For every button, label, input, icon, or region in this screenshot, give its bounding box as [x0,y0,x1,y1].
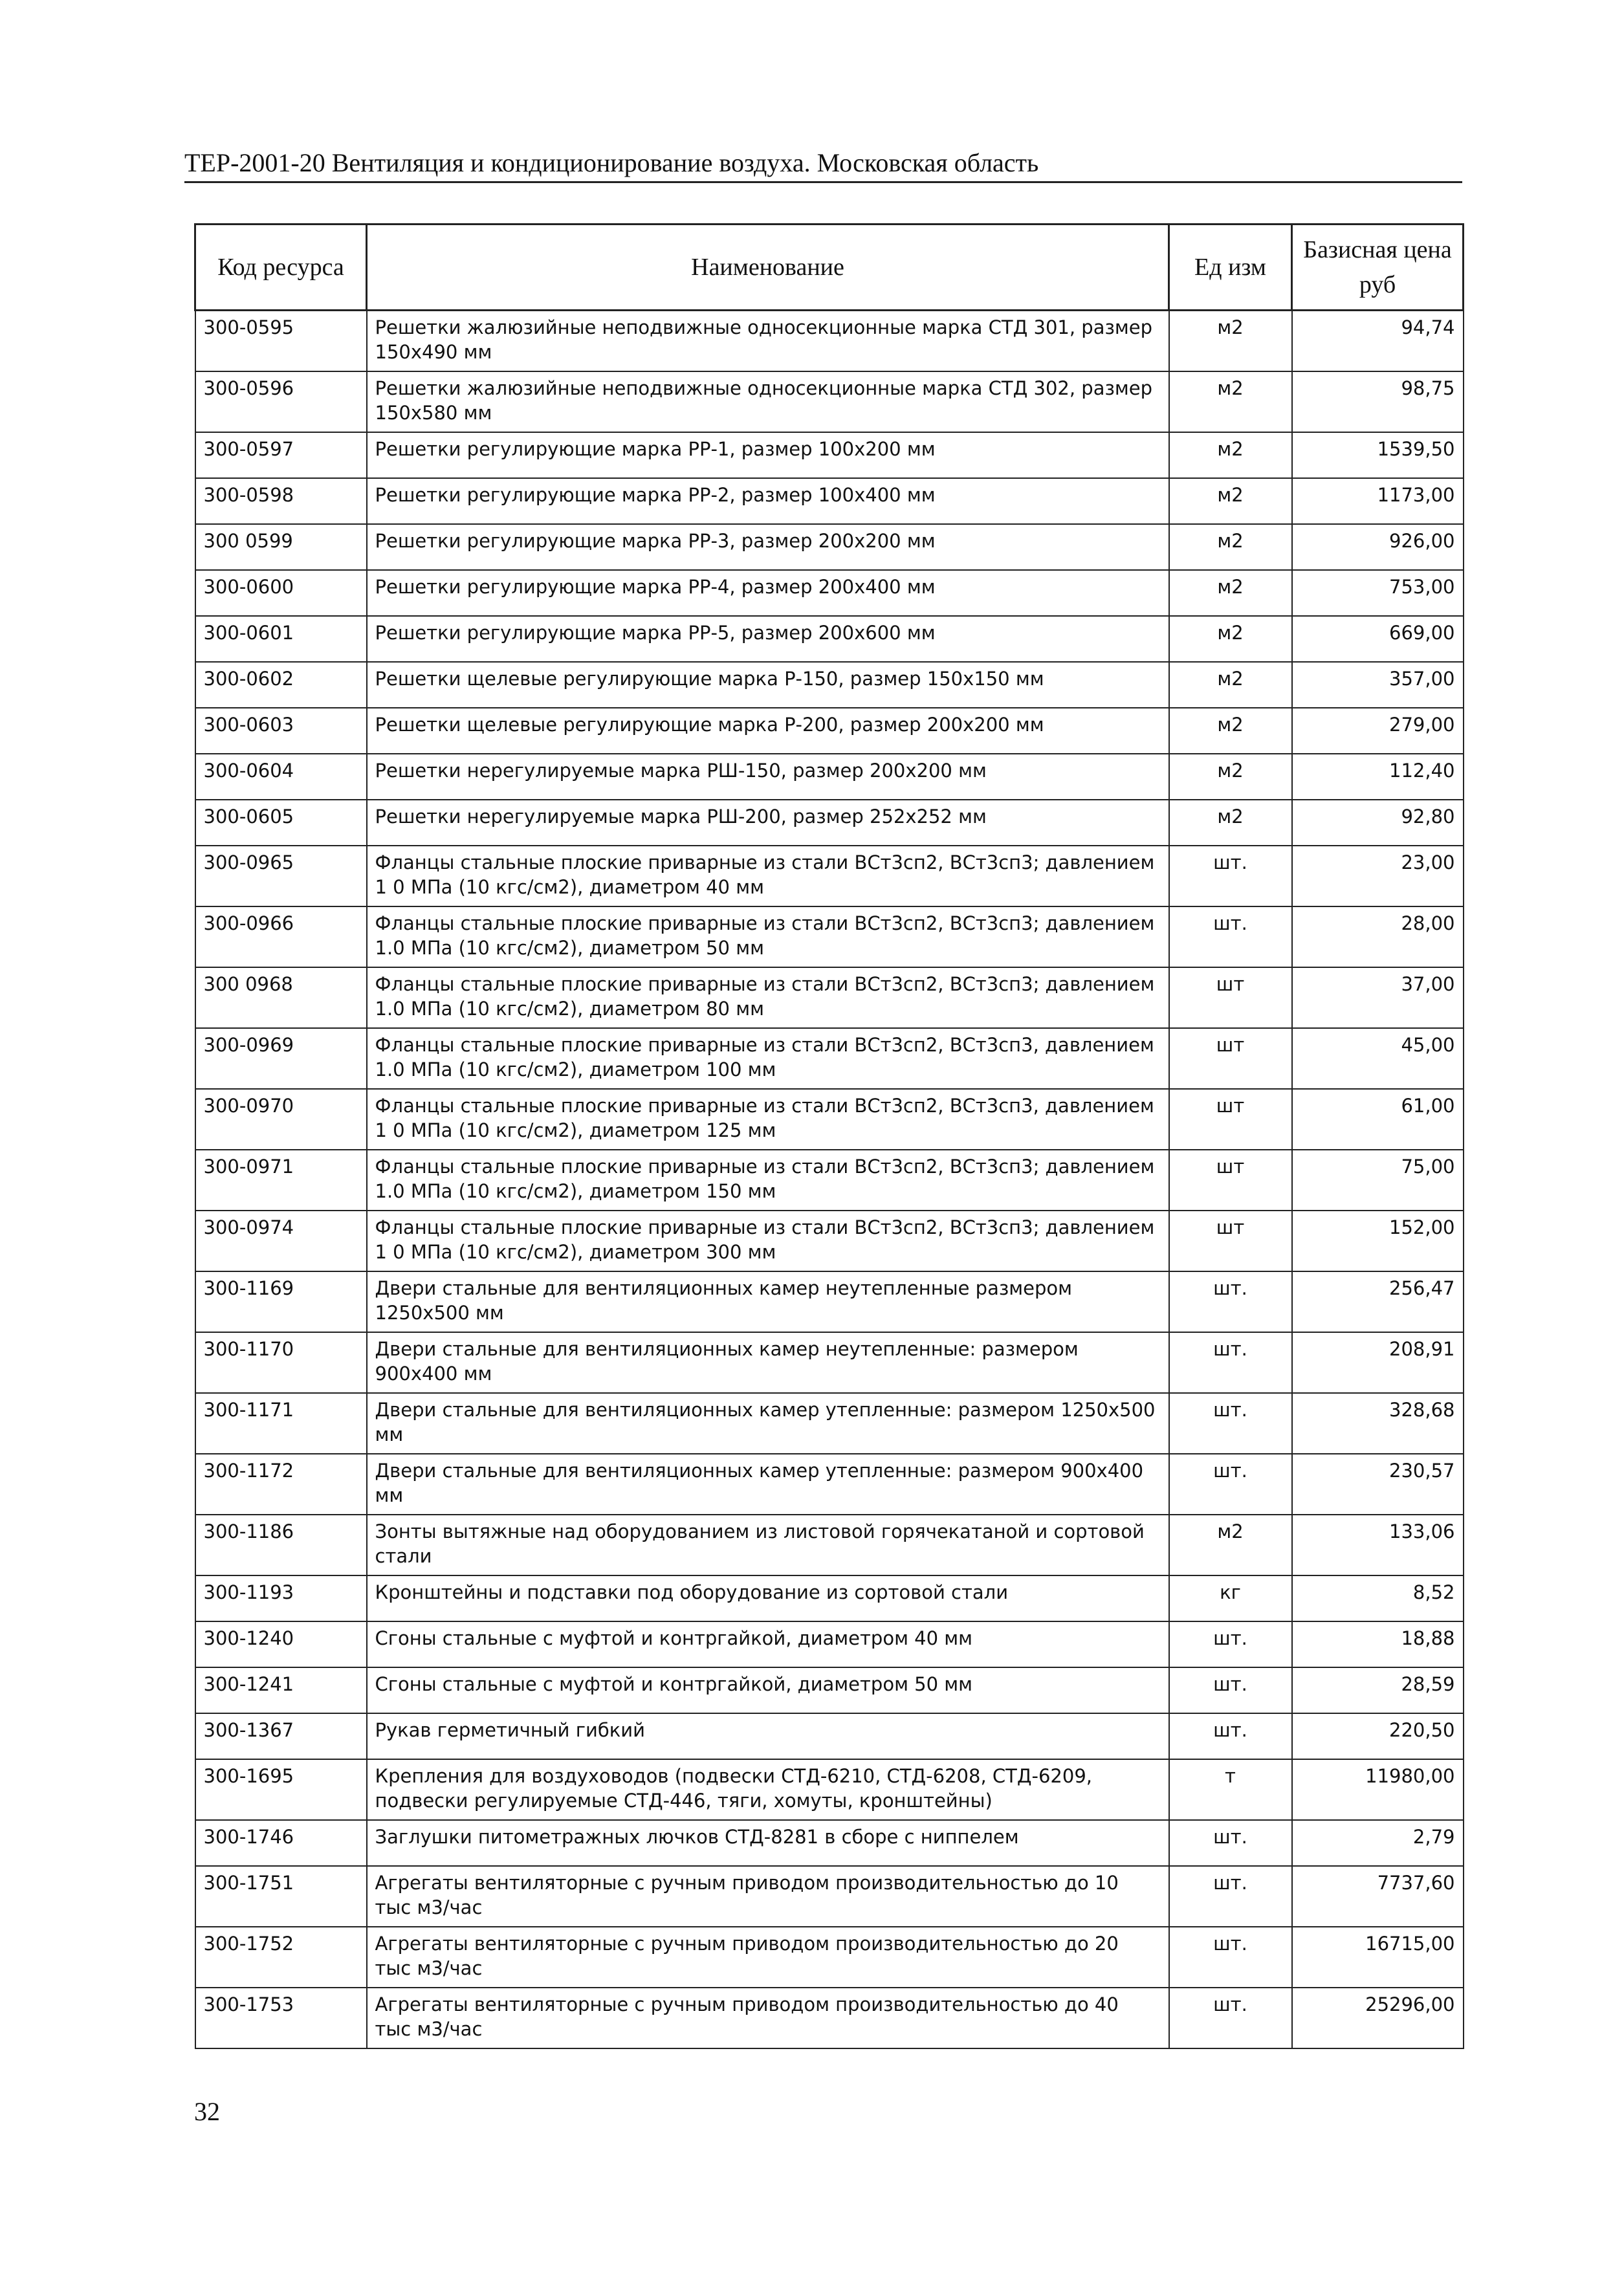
cell-unit: шт. [1169,1332,1292,1393]
cell-price: 7737,60 [1292,1866,1464,1927]
table-row [195,1028,1464,1089]
cell-price: 133,06 [1292,1515,1464,1575]
cell-price: 279,00 [1292,708,1464,754]
cell-code: 300-0971 [195,1150,367,1211]
cell-price: 61,00 [1292,1089,1464,1150]
cell-price: 94,74 [1292,311,1464,372]
cell-code: 300-1171 [195,1393,367,1454]
cell-name: Заглушки питометражных лючков СТД-8281 в сборе с ниппелем [367,1820,1169,1866]
cell-price: 16715,00 [1292,1927,1464,1988]
cell-unit: м2 [1169,754,1292,800]
cell-unit: шт. [1169,1271,1292,1332]
cell-unit: м2 [1169,371,1292,432]
cell-code: 300-1193 [195,1575,367,1621]
table-row [195,1866,1464,1927]
table-row [195,1713,1464,1759]
cell-name: Решетки щелевые регулирующие марка Р-150, размер 150x150 мм [367,662,1169,708]
column-header-name: Наименование [367,225,1169,311]
cell-unit: м2 [1169,524,1292,570]
cell-unit: шт. [1169,1454,1292,1515]
table-row [195,708,1464,754]
cell-price: 357,00 [1292,662,1464,708]
cell-name: Агрегаты вентиляторные с ручным приводом производительностью до 20 тыс м3/час [367,1927,1169,1988]
cell-code: 300-0605 [195,800,367,846]
cell-name: Сгоны стальные с муфтой и контргайкой, диаметром 40 мм [367,1621,1169,1667]
page-number: 32 [194,2097,220,2126]
cell-unit: шт [1169,1211,1292,1271]
cell-code: 300-0595 [195,311,367,372]
cell-code: 300-1746 [195,1820,367,1866]
header-divider [184,181,1462,183]
column-header-unit: Ед изм [1169,225,1292,311]
cell-name: Решетки нерегулируемые марка РШ-200, размер 252x252 мм [367,800,1169,846]
cell-unit: м2 [1169,311,1292,372]
cell-unit: м2 [1169,616,1292,662]
cell-code: 300-0601 [195,616,367,662]
cell-name: Решетки щелевые регулирующие марка Р-200, размер 200x200 мм [367,708,1169,754]
table-row [195,1211,1464,1271]
cell-name: Решетки регулирующие марка РР-3, размер 200x200 мм [367,524,1169,570]
cell-price: 753,00 [1292,570,1464,616]
cell-name: Крепления для воздуховодов (подвески СТД-6210, СТД-6208, СТД-6209, подвески регулируемые СТД-446, тяги, хомуты, кронштейны) [367,1759,1169,1820]
cell-unit: шт [1169,1150,1292,1211]
cell-name: Фланцы стальные плоские приварные из стали ВСт3сп2, ВСт3сп3; давлением 1.0 МПа (10 кгс/см2), диаметром 80 мм [367,967,1169,1028]
cell-code: 300-1240 [195,1621,367,1667]
table-row [195,1089,1464,1150]
cell-unit: кг [1169,1575,1292,1621]
cell-price: 45,00 [1292,1028,1464,1089]
cell-unit: шт. [1169,1667,1292,1713]
cell-name: Двери стальные для вентиляционных камер утепленные: размером 900x400 мм [367,1454,1169,1515]
cell-code: 300-1186 [195,1515,367,1575]
cell-unit: м2 [1169,708,1292,754]
cell-unit: шт [1169,1089,1292,1150]
table-row [195,616,1464,662]
cell-name: Решетки регулирующие марка РР-4, размер 200x400 мм [367,570,1169,616]
cell-code: 300-0600 [195,570,367,616]
cell-price: 926,00 [1292,524,1464,570]
cell-name: Решетки жалюзийные неподвижные односекционные марка СТД 302, размер 150x580 мм [367,371,1169,432]
cell-code: 300 0968 [195,967,367,1028]
cell-code: 300-1752 [195,1927,367,1988]
table-row [195,1988,1464,2048]
table-row [195,524,1464,570]
cell-unit: шт. [1169,846,1292,906]
column-header-price-line1: Базисная цена [1303,236,1452,263]
cell-name: Сгоны стальные с муфтой и контргайкой, диаметром 50 мм [367,1667,1169,1713]
table-row [195,662,1464,708]
cell-price: 152,00 [1292,1211,1464,1271]
cell-price: 328,68 [1292,1393,1464,1454]
cell-code: 300-0970 [195,1089,367,1150]
cell-name: Фланцы стальные плоские приварные из стали ВСт3сп2, ВСт3сп3; давлением 1.0 МПа (10 кгс/см2), диаметром 50 мм [367,906,1169,967]
table-row [195,846,1464,906]
cell-code: 300-0966 [195,906,367,967]
cell-price: 11980,00 [1292,1759,1464,1820]
cell-code: 300-0603 [195,708,367,754]
cell-price: 1539,50 [1292,432,1464,478]
table-row [195,1515,1464,1575]
cell-name: Решетки регулирующие марка РР-2, размер 100x400 мм [367,478,1169,524]
cell-code: 300-1172 [195,1454,367,1515]
cell-price: 208,91 [1292,1332,1464,1393]
cell-code: 300-1367 [195,1713,367,1759]
cell-name: Агрегаты вентиляторные с ручным приводом производительностью до 40 тыс м3/час [367,1988,1169,2048]
cell-code: 300-0596 [195,371,367,432]
cell-price: 1173,00 [1292,478,1464,524]
cell-unit: шт. [1169,1988,1292,2048]
cell-price: 8,52 [1292,1575,1464,1621]
cell-unit: шт [1169,1028,1292,1089]
table-row [195,432,1464,478]
cell-code: 300-0598 [195,478,367,524]
table-row [195,1820,1464,1866]
cell-name: Двери стальные для вентиляционных камер неутепленные: размером 900x400 мм [367,1332,1169,1393]
cell-price: 669,00 [1292,616,1464,662]
cell-name: Агрегаты вентиляторные с ручным приводом производительностью до 10 тыс м3/час [367,1866,1169,1927]
cell-unit: м2 [1169,478,1292,524]
cell-name: Фланцы стальные плоские приварные из стали ВСт3сп2, ВСт3сп3; давлением 1 0 МПа (10 кгс/см2), диаметром 300 мм [367,1211,1169,1271]
cell-name: Фланцы стальные плоские приварные из стали ВСт3сп2, ВСт3сп3, давлением 1 0 МПа (10 кгс/см2), диаметром 125 мм [367,1089,1169,1150]
table-row [195,1454,1464,1515]
cell-unit: шт. [1169,1621,1292,1667]
table-row [195,371,1464,432]
cell-unit: шт. [1169,1866,1292,1927]
table-row [195,1393,1464,1454]
cell-code: 300-1753 [195,1988,367,2048]
cell-code: 300 0599 [195,524,367,570]
table-row [195,967,1464,1028]
cell-price: 256,47 [1292,1271,1464,1332]
cell-price: 98,75 [1292,371,1464,432]
cell-price: 112,40 [1292,754,1464,800]
cell-price: 18,88 [1292,1621,1464,1667]
cell-name: Двери стальные для вентиляционных камер неутепленные размером 1250x500 мм [367,1271,1169,1332]
cell-price: 220,50 [1292,1713,1464,1759]
cell-code: 300-1241 [195,1667,367,1713]
cell-code: 300-0602 [195,662,367,708]
table-row [195,478,1464,524]
cell-unit: м2 [1169,432,1292,478]
table-row [195,1332,1464,1393]
column-header-code: Код ресурса [195,225,367,311]
cell-price: 230,57 [1292,1454,1464,1515]
cell-name: Решетки жалюзийные неподвижные односекционные марка СТД 301, размер 150x490 мм [367,311,1169,372]
cell-name: Фланцы стальные плоские приварные из стали ВСт3сп2, ВСт3сп3; давлением 1.0 МПа (10 кгс/см2), диаметром 150 мм [367,1150,1169,1211]
cell-name: Рукав герметичный гибкий [367,1713,1169,1759]
cell-unit: шт. [1169,1927,1292,1988]
table-row [195,1621,1464,1667]
cell-name: Фланцы стальные плоские приварные из стали ВСт3сп2, ВСт3сп3, давлением 1.0 МПа (10 кгс/см2), диаметром 100 мм [367,1028,1169,1089]
cell-unit: м2 [1169,1515,1292,1575]
cell-code: 300-0969 [195,1028,367,1089]
cell-name: Двери стальные для вентиляционных камер утепленные: размером 1250x500 мм [367,1393,1169,1454]
table-row [195,800,1464,846]
cell-code: 300-0965 [195,846,367,906]
table-header-row [195,225,1464,311]
cell-price: 92,80 [1292,800,1464,846]
document-header: ТЕР-2001-20 Вентиляция и кондиционирование воздуха. Московская область [184,148,1039,177]
cell-code: 300-1170 [195,1332,367,1393]
cell-unit: шт. [1169,1713,1292,1759]
table-row [195,906,1464,967]
cell-name: Фланцы стальные плоские приварные из стали ВСт3сп2, ВСт3сп3; давлением 1 0 МПа (10 кгс/см2), диаметром 40 мм [367,846,1169,906]
cell-unit: шт. [1169,1820,1292,1866]
cell-name: Решетки регулирующие марка РР-1, размер 100x200 мм [367,432,1169,478]
table-row [195,1927,1464,1988]
cell-unit: шт [1169,967,1292,1028]
cell-code: 300-0604 [195,754,367,800]
cell-price: 2,79 [1292,1820,1464,1866]
column-header-price-line2: руб [1359,271,1396,298]
cell-unit: шт. [1169,906,1292,967]
cell-code: 300-0974 [195,1211,367,1271]
cell-code: 300-1695 [195,1759,367,1820]
table-row [195,1150,1464,1211]
cell-price: 37,00 [1292,967,1464,1028]
cell-unit: шт. [1169,1393,1292,1454]
table-row [195,311,1464,372]
table-row [195,1271,1464,1332]
cell-unit: м2 [1169,800,1292,846]
table-row [195,1667,1464,1713]
table-row [195,1575,1464,1621]
cell-unit: м2 [1169,570,1292,616]
table-row [195,1759,1464,1820]
cell-name: Кронштейны и подставки под оборудование из сортовой стали [367,1575,1169,1621]
cell-unit: т [1169,1759,1292,1820]
cell-name: Решетки регулирующие марка РР-5, размер 200x600 мм [367,616,1169,662]
table-row [195,570,1464,616]
cell-unit: м2 [1169,662,1292,708]
cell-code: 300-0597 [195,432,367,478]
cell-price: 25296,00 [1292,1988,1464,2048]
resource-table [194,223,1464,2049]
cell-price: 28,59 [1292,1667,1464,1713]
cell-name: Решетки нерегулируемые марка РШ-150, размер 200x200 мм [367,754,1169,800]
cell-price: 75,00 [1292,1150,1464,1211]
table-row [195,754,1464,800]
cell-price: 28,00 [1292,906,1464,967]
table-body [195,311,1464,2049]
cell-code: 300-1169 [195,1271,367,1332]
cell-name: Зонты вытяжные над оборудованием из листовой горячекатаной и сортовой стали [367,1515,1169,1575]
cell-price: 23,00 [1292,846,1464,906]
cell-code: 300-1751 [195,1866,367,1927]
column-header-price [1292,225,1464,311]
